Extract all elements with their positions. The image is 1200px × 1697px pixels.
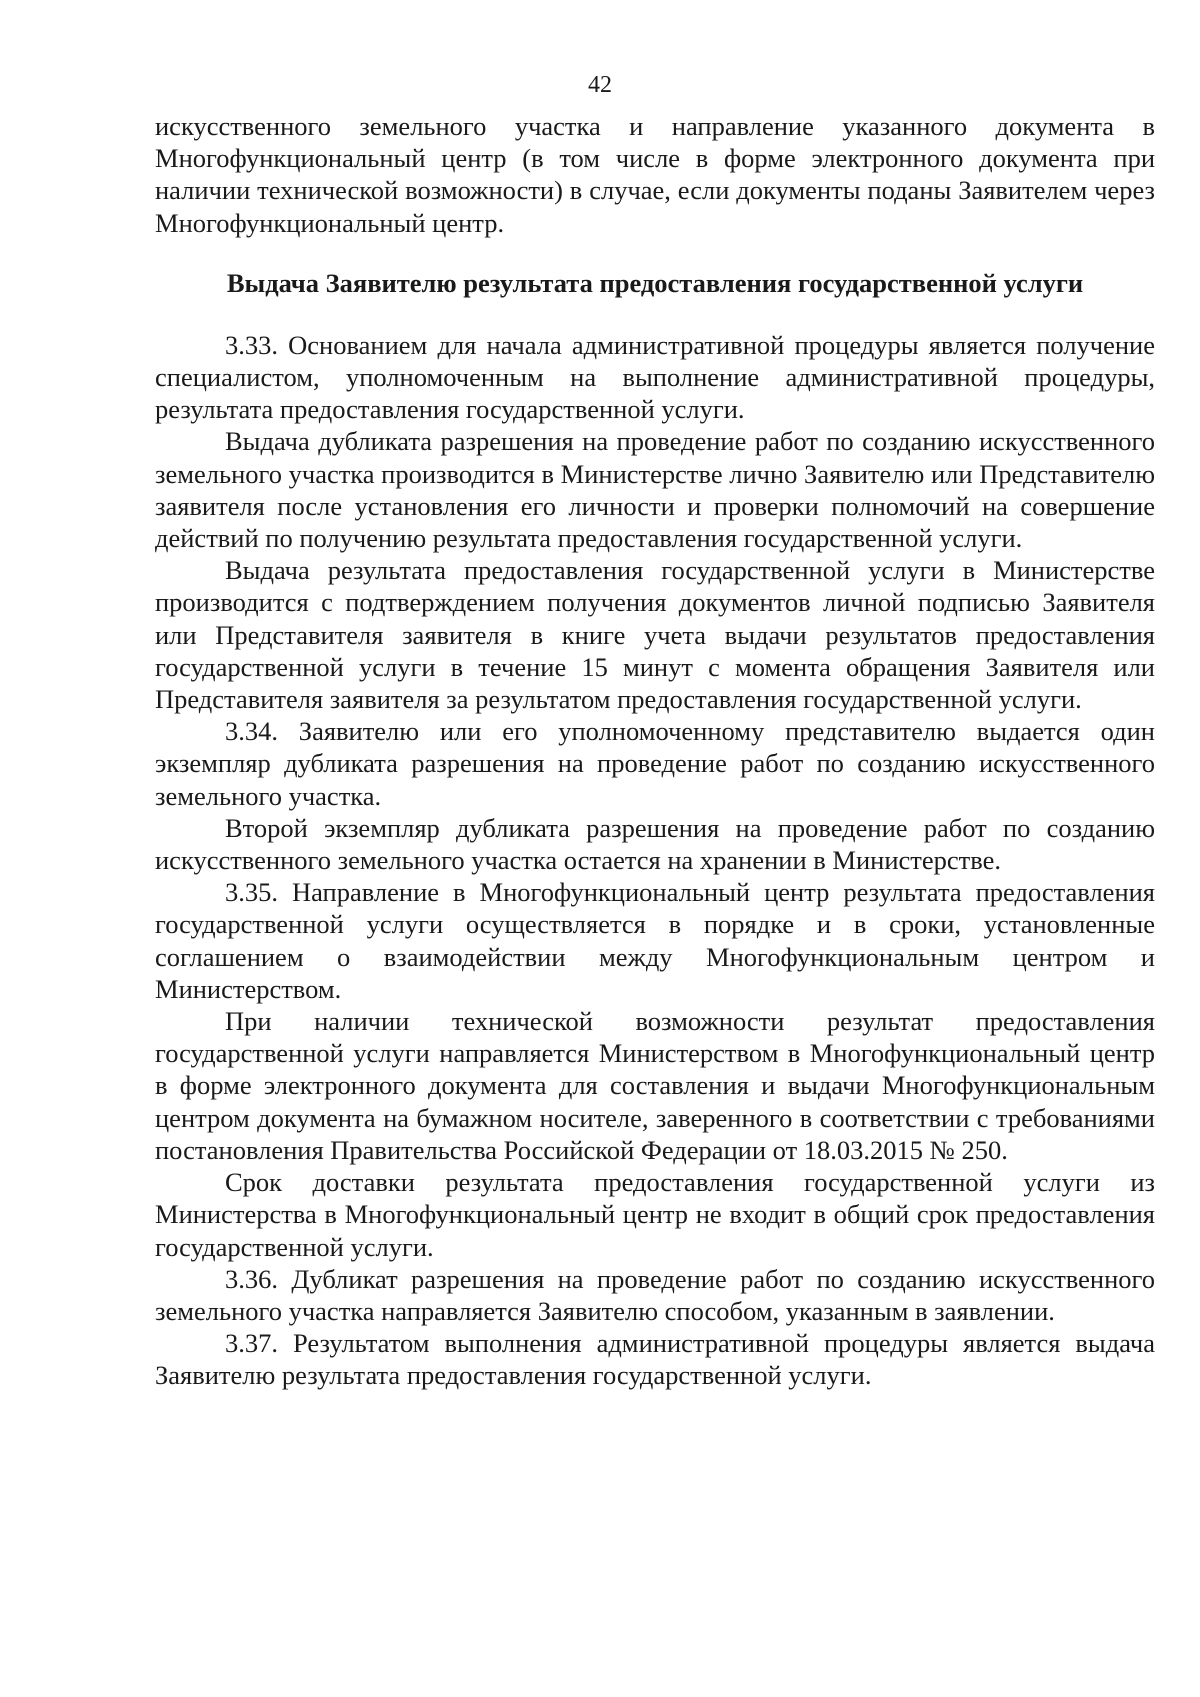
paragraph-electronic-document: При наличии технической возможности результат предоставления государственной услуги направляется Министерством в Многофункциональный центр в форме электронного документа для составления и выдачи Многофункциональным центром документа на бумажном носителе, заверенного в соответствии с требованиями постановления Правительства Российской Федерации от 18.03.2015 № 250. <box>155 1006 1155 1165</box>
section-heading: Выдача Заявителю результата предоставления государственной услуги <box>226 267 1084 298</box>
paragraph-duplicate-issue: Выдача дубликата разрешения на проведение работ по созданию искусственного земельного участка производится в Министерстве лично Заявителю или Представителю заявителя после установления его личности и проверки полномочий на совершение действий по получению результата предоставления государственной услуги. <box>155 426 1155 554</box>
page-number: 42 <box>588 72 612 98</box>
document-body <box>155 110 1155 1392</box>
intro-paragraph: искусственного земельного участка и направление указанного документа в Многофункциональный центр (в том числе в форме электронного документа при наличии технической возможности) в случае, если документы поданы Заявителем через Многофункциональный центр. <box>155 111 1155 238</box>
paragraph-second-copy: Второй экземпляр дубликата разрешения на проведение работ по созданию искусственного земельного участка остается на хранении в Министерстве. <box>155 812 1155 876</box>
paragraph-3-36: 3.36. Дубликат разрешения на проведение работ по созданию искусственного земельного участка направляется Заявителю способом, указанным в заявлении. <box>155 1263 1155 1326</box>
paragraph-3-34: 3.34. Заявителю или его уполномоченному представителю выдается один экземпляр дубликата разрешения на проведение работ по созданию искусственного земельного участка. <box>155 716 1155 811</box>
paragraph-3-33: 3.33. Основанием для начала административной процедуры является получение специалистом, уполномоченным на выполнение административной процедуры, результата предоставления государственной услуги. <box>155 329 1155 425</box>
paragraph-3-37: 3.37. Результатом выполнения административной процедуры является выдача Заявителю результата предоставления государственной услуги. <box>155 1328 1155 1391</box>
paragraph-3-35: 3.35. Направление в Многофункциональный центр результата предоставления государственной услуги осуществляется в порядке и в сроки, установленные соглашением о взаимодействии между Многофункциональным центром и Министерством. <box>155 877 1155 1004</box>
paragraph-result-issue: Выдача результата предоставления государственной услуги в Министерстве производится с подтверждением получения документов личной подписью Заявителя или Представителя заявителя в книге учета выдачи результатов предоставления государственной услуги в течение 15 минут с момента обращения Заявителя или Представителя заявителя за результатом предоставления государственной услуги. <box>155 555 1155 715</box>
paragraph-delivery-term: Срок доставки результата предоставления государственной услуги из Министерства в Многофункциональный центр не входит в общий срок предоставления государственной услуги. <box>155 1167 1155 1262</box>
